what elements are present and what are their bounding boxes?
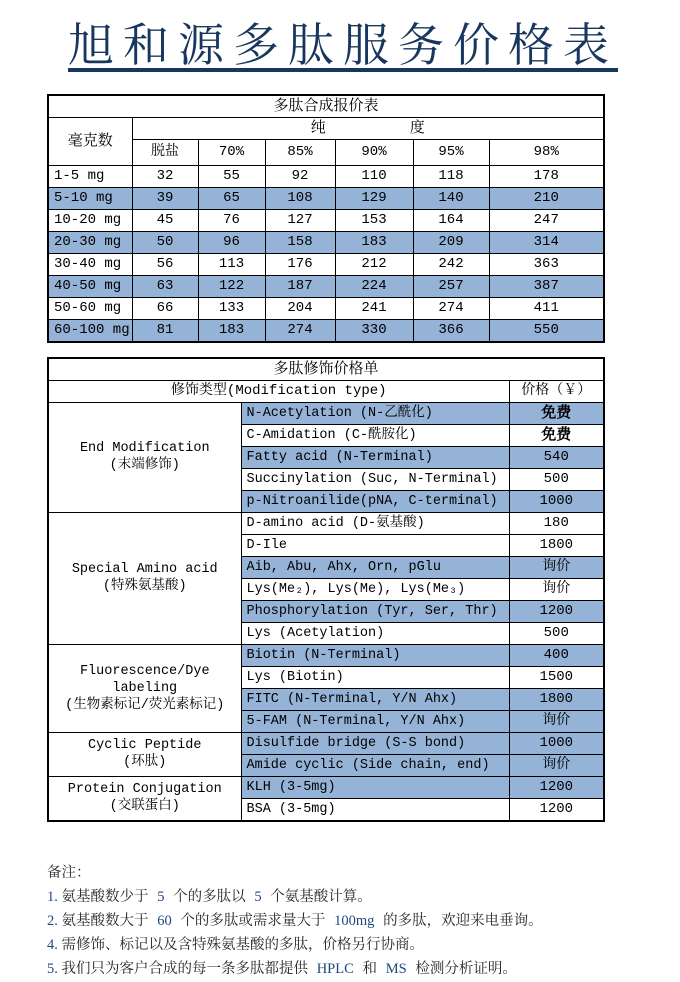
- modification-price-table: [47, 357, 605, 822]
- synthesis-table-title: 多肽合成报价表: [48, 95, 604, 118]
- purity-header: [132, 117, 604, 139]
- price-value-cell: 153: [335, 209, 413, 231]
- modification-price-cell: 1200: [509, 600, 604, 622]
- notes-heading: 备注：: [47, 865, 91, 882]
- note-line: [47, 910, 680, 934]
- synthesis-table-title-row: [48, 95, 604, 118]
- modification-price-cell: 1800: [509, 688, 604, 710]
- price-value-cell: 133: [198, 297, 265, 319]
- modification-name-cell: C-Amidation (C-酰胺化): [241, 424, 509, 446]
- modification-name-cell: Amide cyclic (Side chain, end): [241, 754, 509, 776]
- table-row: [48, 297, 604, 319]
- modification-price-cell: 询价: [509, 754, 604, 776]
- note-segment: HPLC: [316, 960, 354, 977]
- modification-price-cell: 免费: [509, 402, 604, 424]
- note-segment: 个氨基酸计算。: [261, 889, 372, 906]
- note-segment: 5: [157, 888, 165, 905]
- price-value-cell: 212: [335, 253, 413, 275]
- mg-range-cell: 30-40 mg: [48, 253, 132, 275]
- table-row: [48, 319, 604, 342]
- mg-range-cell: 5-10 mg: [48, 187, 132, 209]
- note-segment: 需修饰、标记以及含特殊氨基酸的多肽，价格另行协商。: [61, 937, 424, 954]
- price-header: 价格（￥）: [509, 380, 604, 402]
- note-segment: 个的多肽或需求量大于: [171, 913, 335, 930]
- price-value-cell: 247: [489, 209, 604, 231]
- price-value-cell: 50: [132, 231, 198, 253]
- notes-list: [47, 886, 680, 982]
- price-value-cell: 56: [132, 253, 198, 275]
- page-title: 旭和源多肽服务价格表: [68, 20, 618, 71]
- mg-range-cell: 1-5 mg: [48, 165, 132, 187]
- price-value-cell: 241: [335, 297, 413, 319]
- notes-section: [47, 863, 680, 982]
- modification-price-cell: 180: [509, 512, 604, 534]
- price-value-cell: 127: [265, 209, 335, 231]
- price-value-cell: 187: [265, 275, 335, 297]
- table-row: [48, 776, 604, 798]
- modification-name-cell: Lys (Biotin): [241, 666, 509, 688]
- note-segment: 60: [157, 912, 172, 929]
- price-value-cell: 330: [335, 319, 413, 342]
- price-value-cell: 118: [413, 165, 489, 187]
- modification-price-cell: 500: [509, 622, 604, 644]
- price-value-cell: 65: [198, 187, 265, 209]
- mg-column-header: 毫克数: [48, 117, 132, 165]
- price-value-cell: 178: [489, 165, 604, 187]
- modification-table-title: 多肽修饰价格单: [48, 358, 604, 381]
- note-segment: 个的多肽以: [164, 889, 255, 906]
- purity-subheader-cell: 95%: [413, 139, 489, 165]
- modification-price-cell: 1200: [509, 798, 604, 821]
- modification-name-cell: N-Acetylation (N-乙酰化): [241, 402, 509, 424]
- modification-header-row: [48, 380, 604, 402]
- note-segment: 5.: [47, 960, 62, 977]
- price-value-cell: 274: [265, 319, 335, 342]
- price-value-cell: 108: [265, 187, 335, 209]
- note-line: [47, 886, 680, 910]
- price-value-cell: 164: [413, 209, 489, 231]
- price-value-cell: 224: [335, 275, 413, 297]
- modification-name-cell: p-Nitroanilide(pNA, C-terminal): [241, 490, 509, 512]
- modification-name-cell: Lys(Me₂), Lys(Me), Lys(Me₃): [241, 578, 509, 600]
- synthesis-price-table: [47, 94, 605, 343]
- modification-name-cell: FITC (N-Terminal, Y/N Ahx): [241, 688, 509, 710]
- modification-group-cell: Cyclic Peptide (环肽): [48, 732, 241, 776]
- price-value-cell: 158: [265, 231, 335, 253]
- modification-name-cell: D-amino acid (D-氨基酸): [241, 512, 509, 534]
- price-value-cell: 550: [489, 319, 604, 342]
- modification-price-cell: 540: [509, 446, 604, 468]
- modification-group-cell: Special Amino acid (特殊氨基酸): [48, 512, 241, 644]
- modification-price-cell: 免费: [509, 424, 604, 446]
- modification-name-cell: Lys (Acetylation): [241, 622, 509, 644]
- modification-name-cell: KLH (3-5mg): [241, 776, 509, 798]
- modification-name-cell: Disulfide bridge (S-S bond): [241, 732, 509, 754]
- price-value-cell: 92: [265, 165, 335, 187]
- modification-name-cell: D-Ile: [241, 534, 509, 556]
- modification-name-cell: BSA (3-5mg): [241, 798, 509, 821]
- price-value-cell: 122: [198, 275, 265, 297]
- price-value-cell: 32: [132, 165, 198, 187]
- modification-price-cell: 1800: [509, 534, 604, 556]
- table-row: [48, 644, 604, 666]
- price-value-cell: 176: [265, 253, 335, 275]
- modification-type-header: 修饰类型(Modification type): [48, 380, 509, 402]
- price-value-cell: 183: [198, 319, 265, 342]
- price-value-cell: 363: [489, 253, 604, 275]
- purity-subheader-cell: 脱盐: [132, 139, 198, 165]
- note-segment: 我们只为客户合成的每一条多肽都提供: [61, 961, 317, 978]
- modification-name-cell: Aib, Abu, Ahx, Orn, pGlu: [241, 556, 509, 578]
- note-segment: 4.: [47, 936, 62, 953]
- note-line: [47, 958, 680, 982]
- modification-price-cell: 询价: [509, 556, 604, 578]
- price-value-cell: 96: [198, 231, 265, 253]
- price-value-cell: 366: [413, 319, 489, 342]
- purity-header-text: [133, 118, 604, 139]
- price-value-cell: 274: [413, 297, 489, 319]
- mg-range-cell: 40-50 mg: [48, 275, 132, 297]
- note-segment: 的多肽，欢迎来电垂询。: [374, 913, 543, 930]
- note-segment: 100mg: [334, 912, 375, 929]
- table-row: [48, 187, 604, 209]
- mg-range-cell: 50-60 mg: [48, 297, 132, 319]
- modification-group-cell: Fluorescence/Dye labeling (生物素标记/荧光素标记): [48, 644, 241, 732]
- modification-group-cell: End Modification (末端修饰): [48, 402, 241, 512]
- price-value-cell: 387: [489, 275, 604, 297]
- purity-char-right: 度: [409, 119, 425, 137]
- modification-price-cell: 询价: [509, 710, 604, 732]
- table-row: [48, 512, 604, 534]
- price-value-cell: 210: [489, 187, 604, 209]
- price-value-cell: 242: [413, 253, 489, 275]
- table-row: [48, 732, 604, 754]
- price-value-cell: 113: [198, 253, 265, 275]
- modification-name-cell: Phosphorylation (Tyr, Ser, Thr): [241, 600, 509, 622]
- modification-price-cell: 400: [509, 644, 604, 666]
- modification-price-cell: 询价: [509, 578, 604, 600]
- price-value-cell: 183: [335, 231, 413, 253]
- purity-header-row: [48, 117, 604, 139]
- note-line: [47, 934, 680, 958]
- price-value-cell: 55: [198, 165, 265, 187]
- mg-range-cell: 10-20 mg: [48, 209, 132, 231]
- note-segment: 检测分析证明。: [406, 961, 517, 978]
- note-segment: 氨基酸数少于: [61, 889, 158, 906]
- modification-name-cell: 5-FAM (N-Terminal, Y/N Ahx): [241, 710, 509, 732]
- price-value-cell: 257: [413, 275, 489, 297]
- mg-range-cell: 20-30 mg: [48, 231, 132, 253]
- table-row: [48, 231, 604, 253]
- price-value-cell: 81: [132, 319, 198, 342]
- price-value-cell: 63: [132, 275, 198, 297]
- table-row: [48, 253, 604, 275]
- modification-name-cell: Succinylation (Suc, N-Terminal): [241, 468, 509, 490]
- table-row: [48, 209, 604, 231]
- price-value-cell: 39: [132, 187, 198, 209]
- price-value-cell: 76: [198, 209, 265, 231]
- price-value-cell: 140: [413, 187, 489, 209]
- purity-subheader-cell: 70%: [198, 139, 265, 165]
- note-segment: MS: [385, 960, 407, 977]
- purity-subheader-cell: 85%: [265, 139, 335, 165]
- price-value-cell: 209: [413, 231, 489, 253]
- purity-subheader-cell: 90%: [335, 139, 413, 165]
- modification-price-cell: 1500: [509, 666, 604, 688]
- modification-table-title-row: [48, 358, 604, 381]
- price-value-cell: 314: [489, 231, 604, 253]
- purity-subheader-cell: 98%: [489, 139, 604, 165]
- modification-price-cell: 1000: [509, 490, 604, 512]
- modification-price-cell: 500: [509, 468, 604, 490]
- table-row: [48, 402, 604, 424]
- note-segment: 氨基酸数大于: [61, 913, 158, 930]
- price-value-cell: 129: [335, 187, 413, 209]
- note-segment: 2.: [47, 912, 62, 929]
- note-segment: 1.: [47, 888, 62, 905]
- mg-range-cell: 60-100 mg: [48, 319, 132, 342]
- note-segment: 和: [353, 961, 386, 978]
- price-value-cell: 204: [265, 297, 335, 319]
- table-row: [48, 275, 604, 297]
- modification-name-cell: Fatty acid (N-Terminal): [241, 446, 509, 468]
- modification-price-cell: 1000: [509, 732, 604, 754]
- modification-price-cell: 1200: [509, 776, 604, 798]
- price-value-cell: 110: [335, 165, 413, 187]
- price-value-cell: 45: [132, 209, 198, 231]
- purity-subheader-row: [48, 139, 604, 165]
- table-row: [48, 165, 604, 187]
- modification-name-cell: Biotin (N-Terminal): [241, 644, 509, 666]
- price-value-cell: 66: [132, 297, 198, 319]
- note-segment: 5: [254, 888, 262, 905]
- price-value-cell: 411: [489, 297, 604, 319]
- purity-char-left: 纯: [310, 119, 326, 137]
- modification-group-cell: Protein Conjugation (交联蛋白): [48, 776, 241, 821]
